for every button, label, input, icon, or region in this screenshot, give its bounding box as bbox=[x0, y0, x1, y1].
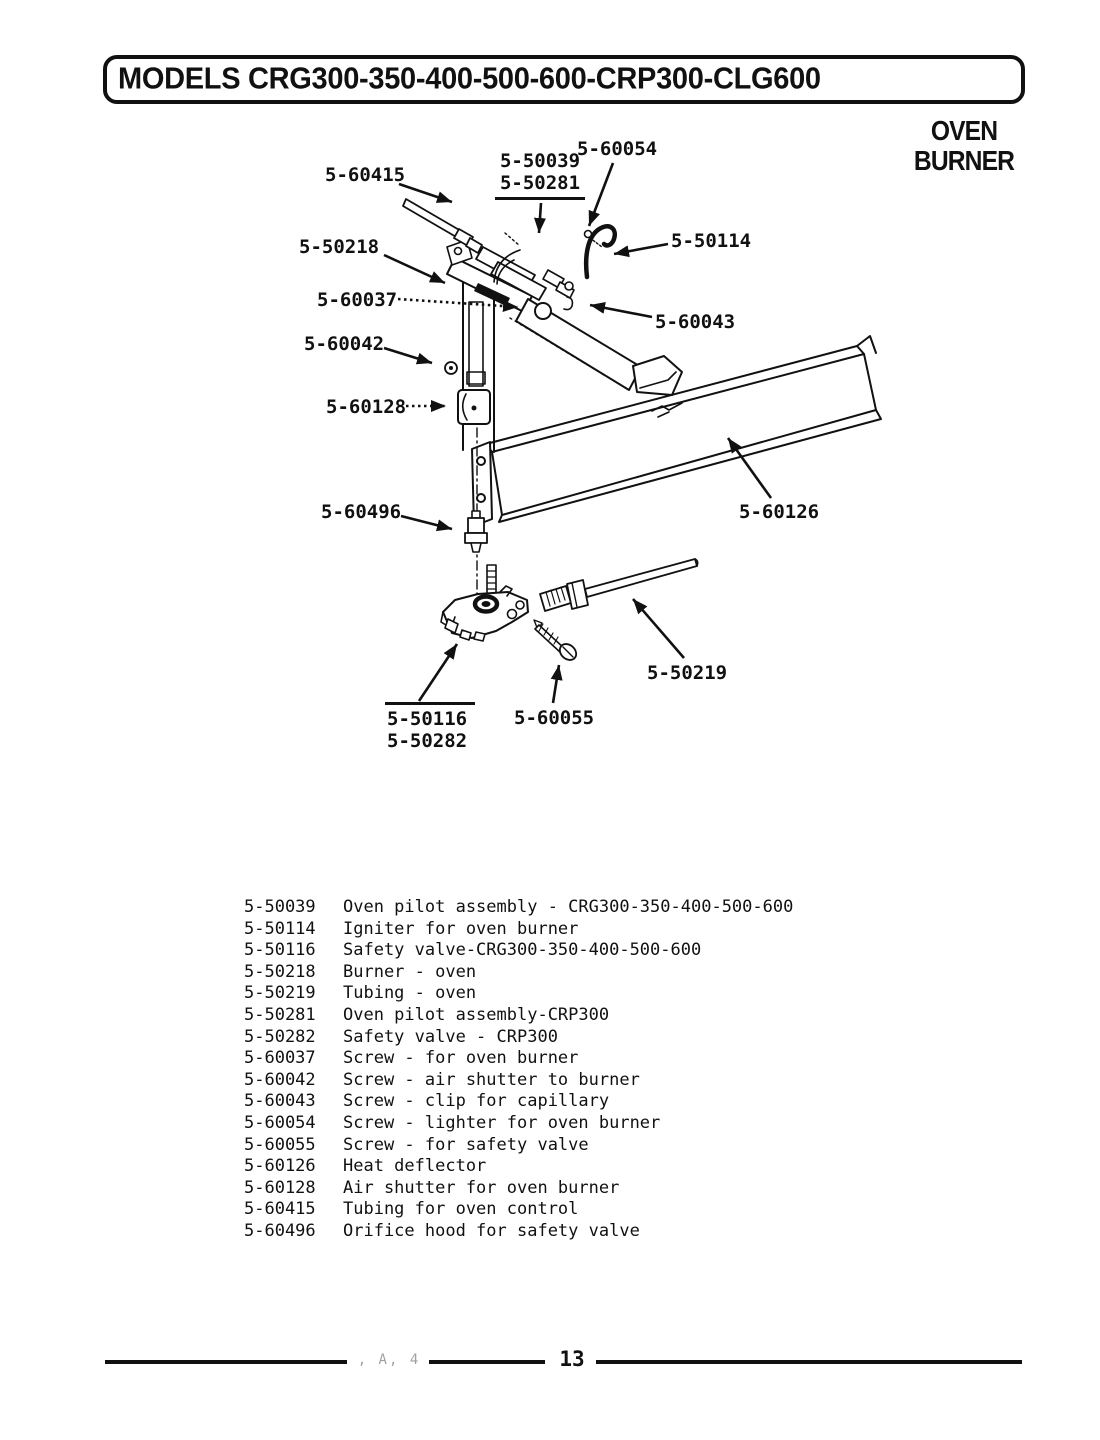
arrow-60042 bbox=[384, 348, 432, 363]
flame-spreader bbox=[633, 356, 682, 395]
callout-5-50281: 5-50281 bbox=[499, 172, 581, 194]
arrow-50116-50282 bbox=[419, 644, 457, 701]
part-row bbox=[244, 962, 793, 984]
callout-5-60037: 5-60037 bbox=[317, 289, 398, 311]
arrow-60043 bbox=[590, 305, 652, 317]
burner-orifice-ball bbox=[535, 303, 551, 319]
callout-5-60054: 5-60054 bbox=[577, 138, 658, 160]
part-row bbox=[244, 1027, 793, 1049]
control-tubing bbox=[403, 199, 461, 238]
section-title-line1: OVEN bbox=[930, 115, 998, 146]
lighter-screw bbox=[585, 231, 592, 238]
arrow-60126 bbox=[728, 438, 771, 498]
capillary-screw bbox=[565, 282, 573, 290]
safety-valve-tab-2 bbox=[474, 632, 485, 641]
orifice-hood-stub bbox=[472, 511, 480, 518]
arrow-60496 bbox=[401, 516, 452, 529]
tubing-threads bbox=[540, 586, 571, 611]
part-number: 5-60128 bbox=[244, 1177, 316, 1198]
part-description: Screw - for safety valve bbox=[343, 1134, 589, 1155]
part-number: 5-60043 bbox=[244, 1091, 316, 1112]
part-description: Air shutter for oven burner bbox=[343, 1177, 620, 1198]
arrow-50039-50281 bbox=[539, 203, 541, 233]
arrow-50219 bbox=[633, 599, 684, 658]
part-description: Burner - oven bbox=[343, 961, 477, 982]
part-row bbox=[244, 1048, 793, 1070]
print-code: , A, 4 bbox=[357, 1352, 421, 1368]
part-description: Screw - clip for capillary bbox=[343, 1091, 610, 1112]
mount-plate-hole-bottom bbox=[477, 494, 485, 502]
orifice-hood-tip bbox=[471, 543, 481, 552]
tubing-rod bbox=[585, 559, 697, 597]
callout-5-50218: 5-50218 bbox=[299, 236, 380, 258]
part-description: Tubing - oven bbox=[343, 983, 477, 1004]
arrow-50218 bbox=[384, 255, 445, 283]
part-number: 5-50114 bbox=[244, 918, 316, 939]
callout-5-60043: 5-60043 bbox=[655, 311, 736, 333]
footer-rule-mid bbox=[429, 1360, 545, 1364]
part-row bbox=[244, 1199, 793, 1221]
part-row bbox=[244, 919, 793, 941]
arrow-60054 bbox=[589, 163, 613, 226]
shutter-screw-center bbox=[449, 366, 453, 370]
callout-5-60415: 5-60415 bbox=[325, 164, 406, 186]
part-number: 5-60054 bbox=[244, 1112, 316, 1133]
part-description: Heat deflector bbox=[343, 1156, 487, 1177]
callout-group-pilot-assembly bbox=[495, 150, 585, 200]
mount-plate-hole-top bbox=[477, 457, 485, 465]
part-description: Screw - air shutter to burner bbox=[343, 1069, 640, 1090]
tubing-collar bbox=[567, 580, 588, 609]
part-number: 5-60126 bbox=[244, 1156, 316, 1177]
capillary-clip bbox=[564, 297, 572, 310]
parts-list bbox=[244, 897, 793, 1243]
callout-5-60496: 5-60496 bbox=[321, 501, 402, 523]
pilot-center-line bbox=[505, 233, 520, 246]
part-number: 5-60496 bbox=[244, 1220, 316, 1241]
callout-5-60128: 5-60128 bbox=[326, 396, 407, 418]
part-description: Orifice hood for safety valve bbox=[343, 1220, 640, 1241]
part-row bbox=[244, 1113, 793, 1135]
callout-5-50282: 5-50282 bbox=[387, 730, 468, 752]
safety-valve-port bbox=[482, 601, 491, 607]
arrow-60055 bbox=[553, 665, 559, 703]
page-number: 13 bbox=[559, 1347, 585, 1371]
footer-rule-left bbox=[105, 1360, 347, 1364]
part-number: 5-50281 bbox=[244, 1004, 316, 1025]
part-description: Oven pilot assembly - CRG300-350-400-500-600 bbox=[343, 897, 794, 917]
orifice-hood-hex bbox=[465, 533, 487, 543]
callout-5-60126: 5-60126 bbox=[739, 501, 820, 523]
callout-5-60042: 5-60042 bbox=[304, 333, 385, 355]
callout-5-60055: 5-60055 bbox=[514, 707, 595, 729]
callout-5-50114: 5-50114 bbox=[671, 230, 752, 252]
part-row bbox=[244, 897, 793, 919]
part-description: Oven pilot assembly-CRP300 bbox=[343, 1004, 610, 1025]
part-description: Safety valve - CRP300 bbox=[343, 1026, 558, 1047]
lighter-screw-line bbox=[590, 238, 602, 247]
part-number: 5-50116 bbox=[244, 940, 316, 961]
part-number: 5-50282 bbox=[244, 1026, 316, 1047]
part-row bbox=[244, 983, 793, 1005]
part-number: 5-60042 bbox=[244, 1069, 316, 1090]
part-number: 5-50218 bbox=[244, 961, 316, 982]
callout-5-50116: 5-50116 bbox=[387, 708, 468, 730]
part-row bbox=[244, 1156, 793, 1178]
part-row bbox=[244, 1070, 793, 1092]
air-shutter-screw bbox=[472, 406, 477, 411]
part-row bbox=[244, 1005, 793, 1027]
burner-bracket-hole bbox=[455, 248, 462, 255]
part-description: Screw - lighter for oven burner bbox=[343, 1112, 661, 1133]
part-number: 5-60415 bbox=[244, 1199, 316, 1220]
models-title: MODELS CRG300-350-400-500-600-CRP300-CLG600 bbox=[118, 62, 821, 96]
arrow-50114 bbox=[614, 244, 668, 254]
part-row bbox=[244, 1091, 793, 1113]
part-number: 5-50039 bbox=[244, 897, 316, 917]
callout-group-safety-valve bbox=[385, 702, 475, 752]
part-row bbox=[244, 1135, 793, 1157]
safety-valve-side-port-2 bbox=[516, 601, 524, 609]
callout-5-50219: 5-50219 bbox=[647, 662, 728, 684]
section-title-line2: BURNER bbox=[913, 145, 1015, 176]
part-number: 5-60055 bbox=[244, 1134, 316, 1155]
part-row bbox=[244, 1178, 793, 1200]
part-number: 5-60037 bbox=[244, 1048, 316, 1069]
heat-deflector-front bbox=[492, 354, 876, 515]
part-row bbox=[244, 940, 793, 962]
orifice-hood-body bbox=[468, 518, 484, 533]
part-description: Screw - for oven burner bbox=[343, 1048, 579, 1069]
part-description: Safety valve-CRG300-350-400-500-600 bbox=[343, 940, 702, 961]
part-row bbox=[244, 1221, 793, 1243]
part-number: 5-50219 bbox=[244, 983, 316, 1004]
part-description: Igniter for oven burner bbox=[343, 918, 579, 939]
part-description: Tubing for oven control bbox=[343, 1199, 579, 1220]
safety-valve-side-port-1 bbox=[508, 610, 517, 619]
venturi-inner-tube bbox=[469, 302, 483, 386]
footer-rule-right bbox=[596, 1360, 1022, 1364]
callout-5-50039: 5-50039 bbox=[499, 150, 581, 172]
